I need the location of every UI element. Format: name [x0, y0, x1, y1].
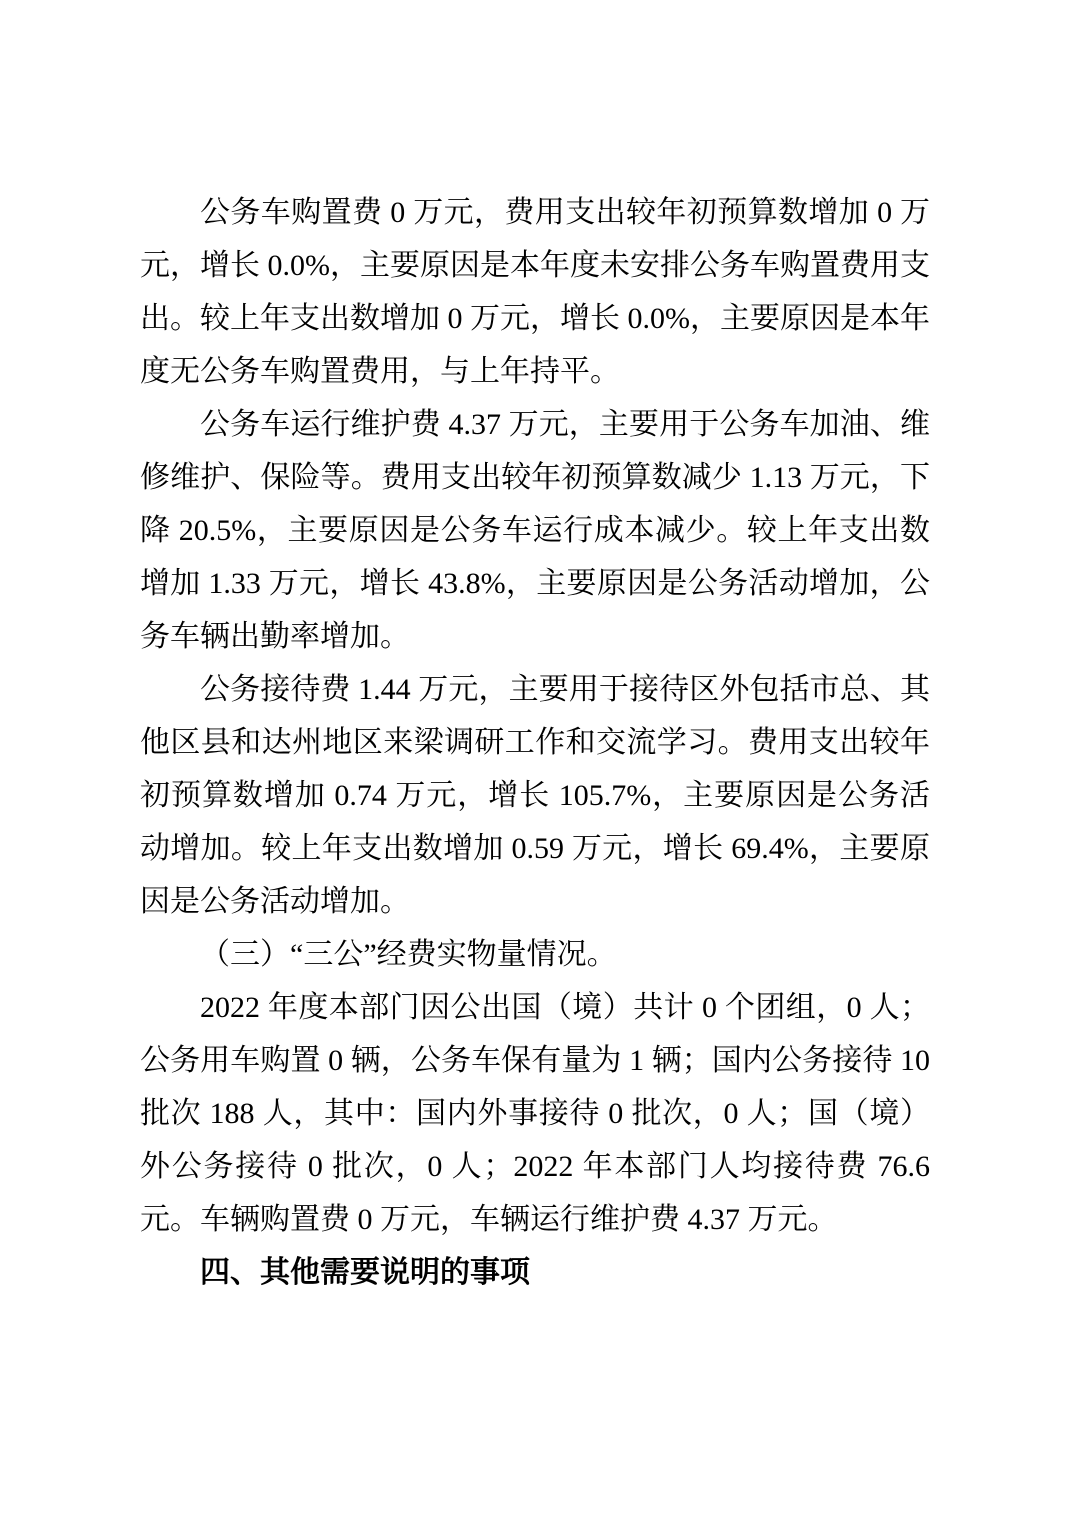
document-text-block [140, 186, 930, 1299]
paragraph-official-reception-expense: 公务接待费 1.44 万元，主要用于接待区外包括市总、其他区县和达州地区来梁调研工作和交流学习。费用支出较年初预算数增加 0.74 万元，增长 105.7%，主要原因是公务活动增加。较上年支出数增加 0.59 万元，增长 69.4%，主要原因是公务活动增加。 [140, 673, 930, 918]
paragraph-physical-quantity-details: 2022 年度本部门因公出国（境）共计 0 个团组，0 人；公务用车购置 0 辆，公务车保有量为 1 辆；国内公务接待 10 批次 188 人，其中：国内外事接待 0 批次，0 人；国（境）外公务接待 0 批次，0 人；2022 年本部门人均接待费 76.6 元。车辆购置费 0 万元，车辆运行维护费 4.37 万元。 [140, 991, 930, 1236]
paragraph-car-maintenance-expense: 公务车运行维护费 4.37 万元，主要用于公务车加油、维修维护、保险等。费用支出较年初预算数减少 1.13 万元，下降 20.5%，主要原因是公务车运行成本减少。较上年支出数增加 1.33 万元，增长 43.8%，主要原因是公务活动增加，公务车辆出勤率增加。 [140, 408, 930, 653]
subsection-heading-three-public-physical-quantity: （三）“三公”经费实物量情况。 [200, 938, 617, 971]
section-heading-other-matters: 四、其他需要说明的事项 [200, 1256, 530, 1289]
paragraph-car-purchase-expense: 公务车购置费 0 万元，费用支出较年初预算数增加 0 万元，增长 0.0%，主要原因是本年度未安排公务车购置费用支出。较上年支出数增加 0 万元，增长 0.0%，主要原因是本年度无公务车购置费用，与上年持平。 [140, 196, 930, 388]
